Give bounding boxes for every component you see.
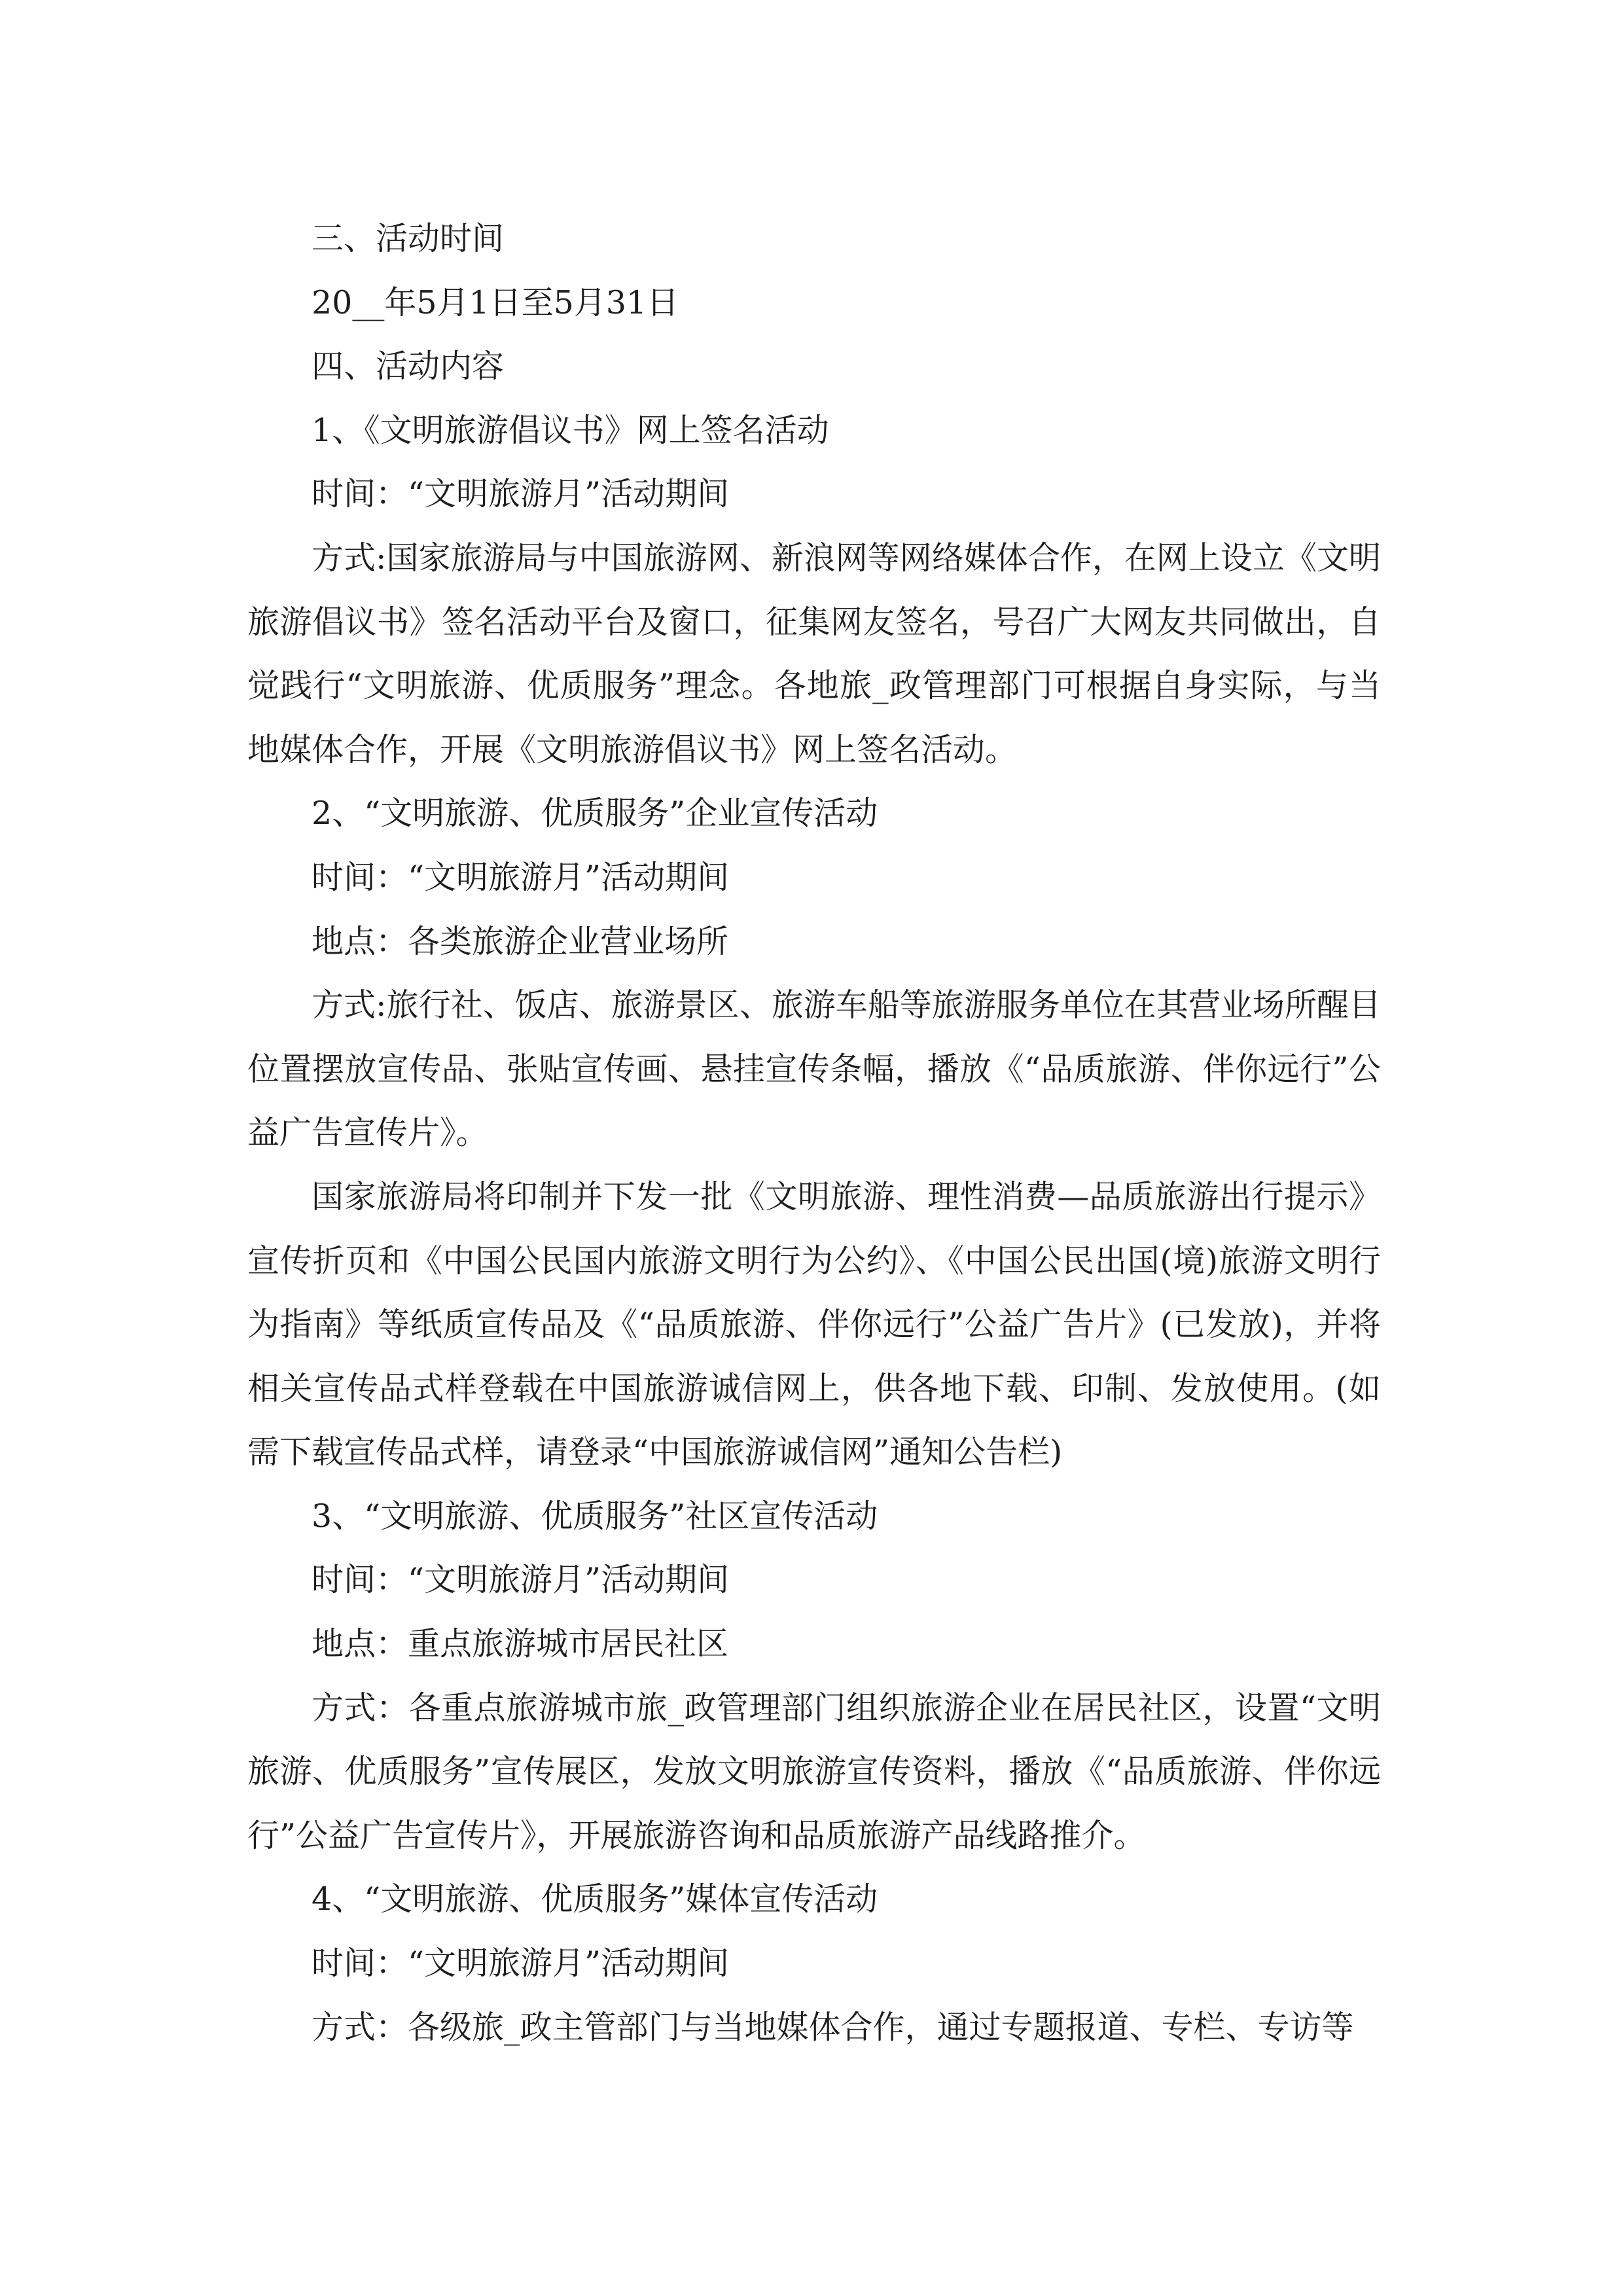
activity-3-method: 方式：各重点旅游城市旅_政管理部门组织旅游企业在居民社区，设置“文明旅游、优质服务”宣传展区，发放文明旅游宣传资料，播放《“品质旅游、伴你远行”公益广告宣传片》，开展旅游咨询和品质旅游产品线路推介。 bbox=[247, 1689, 1381, 1854]
activity-2-location: 地点：各类旅游企业营业场所 bbox=[312, 922, 729, 960]
activity-3-time: 时间：“文明旅游月”活动期间 bbox=[312, 1561, 730, 1599]
activity-1-method: 方式:国家旅游局与中国旅游网、新浪网等网络媒体合作，在网上设立《文明旅游倡议书》签名活动平台及窗口，征集网友签名，号召广大网友共同做出，自觉践行“文明旅游、优质服务”理念。各地旅_政管理部门可根据自身实际，与当地媒体合作，开展《文明旅游倡议书》网上签名活动。 bbox=[247, 539, 1381, 768]
activity-2-method: 方式:旅行社、饭店、旅游景区、旅游车船等旅游服务单位在其营业场所醒目位置摆放宣传品、张贴宣传画、悬挂宣传条幅，播放《“品质旅游、伴你远行”公益广告宣传片》。 bbox=[247, 986, 1381, 1152]
activity-date-range: 20__年5月1日至5月31日 bbox=[312, 283, 679, 321]
activity-2-title: 2、“文明旅游、优质服务”企业宣传活动 bbox=[312, 795, 878, 833]
activity-4-time: 时间：“文明旅游月”活动期间 bbox=[312, 1945, 730, 1982]
activity-4-title: 4、“文明旅游、优质服务”媒体宣传活动 bbox=[312, 1880, 878, 1918]
activity-2-materials-paragraph: 国家旅游局将印制并下发一批《文明旅游、理性消费—品质旅游出行提示》宣传折页和《中国公民国内旅游文明行为公约》、《中国公民出国(境)旅游文明行为指南》等纸质宣传品及《“品质旅游、伴你远行”公益广告片》(已发放)，并将相关宣传品式样登载在中国旅游诚信网上，供各地下载、印制、发放使用。(如需下载宣传品式样，请登录“中国旅游诚信网”通知公告栏) bbox=[247, 1177, 1382, 1471]
activity-3-title: 3、“文明旅游、优质服务”社区宣传活动 bbox=[312, 1497, 878, 1535]
activity-3-location: 地点：重点旅游城市居民社区 bbox=[312, 1625, 729, 1663]
activity-1-title: 1、《文明旅游倡议书》网上签名活动 bbox=[312, 411, 829, 449]
document-body bbox=[247, 207, 1381, 2059]
activity-4-method: 方式：各级旅_政主管部门与当地媒体合作，通过专题报道、专栏、专访等 bbox=[312, 2008, 1354, 2046]
section-heading-activity-time: 三、活动时间 bbox=[312, 220, 505, 257]
activity-2-time: 时间：“文明旅游月”活动期间 bbox=[312, 858, 730, 896]
section-heading-activity-content: 四、活动内容 bbox=[312, 348, 505, 386]
activity-1-time: 时间：“文明旅游月”活动期间 bbox=[312, 475, 730, 513]
